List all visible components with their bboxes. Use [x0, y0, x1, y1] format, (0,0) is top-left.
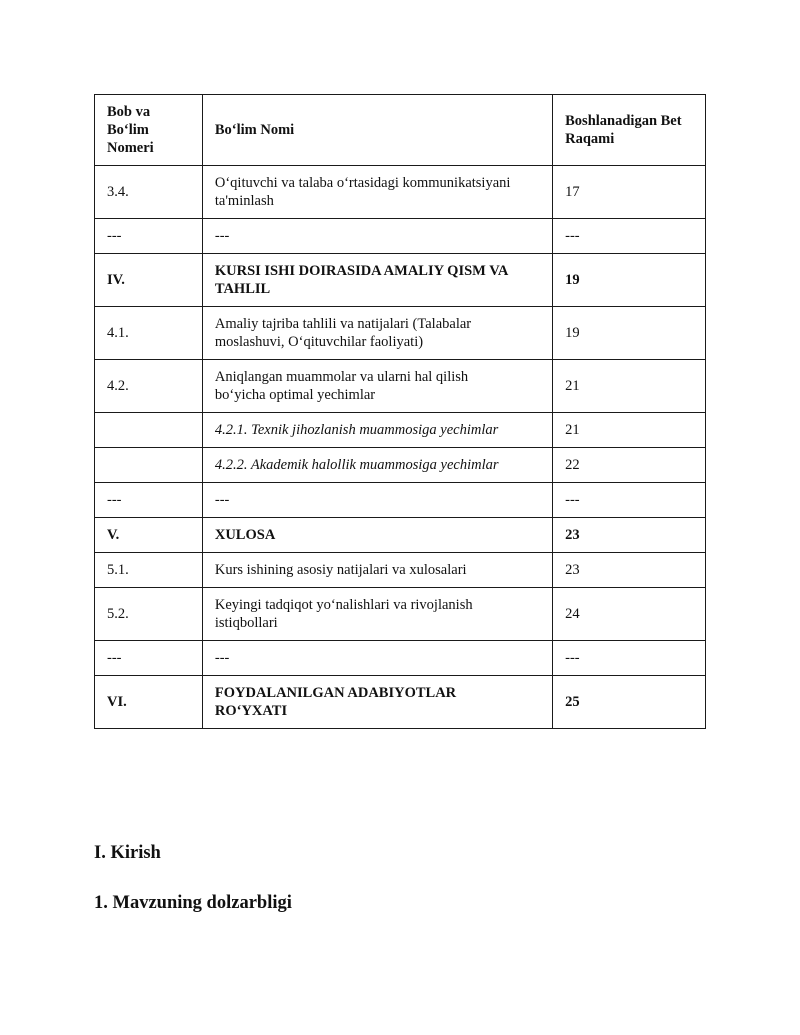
- section-number: 3.4.: [95, 166, 203, 219]
- section-name: [202, 448, 552, 483]
- table-row: [95, 166, 706, 219]
- table-row: [95, 448, 706, 483]
- section-number: 5.2.: [95, 588, 203, 641]
- section-name: [202, 413, 552, 448]
- header-page: Boshlanadigan Bet Raqami: [553, 95, 706, 166]
- section-number: 4.2.: [95, 360, 203, 413]
- table-row: [95, 641, 706, 676]
- section-name-line: Kurs ishining asosiy natijalari va xulosalari: [214, 562, 467, 578]
- section-page: 19: [553, 307, 706, 360]
- section-name-line: KURSI ISHI DOIRASIDA AMALIY QISM VA: [214, 263, 509, 279]
- section-page: 21: [553, 360, 706, 413]
- table-row: [95, 307, 706, 360]
- section-page: ---: [553, 483, 706, 518]
- section-name-line: Keyingi tadqiqot yo‘nalishlari va rivojlanish: [214, 597, 473, 613]
- table-row: [95, 483, 706, 518]
- section-name: [202, 518, 552, 553]
- section-number: IV.: [95, 254, 203, 307]
- section-page: 25: [553, 676, 706, 729]
- table-row: [95, 254, 706, 307]
- section-name: [202, 166, 552, 219]
- table-row: [95, 219, 706, 254]
- section-name-line: FOYDALANILGAN ADABIYOTLAR: [214, 685, 457, 701]
- header-name: Bo‘lim Nomi: [202, 95, 552, 166]
- table-row: [95, 518, 706, 553]
- section-name-line: Amaliy tajriba tahlili va natijalari (Talabalar: [214, 316, 472, 332]
- table-row: [95, 676, 706, 729]
- table-header-row: [95, 95, 706, 166]
- section-name: [202, 483, 552, 518]
- section-page: 23: [553, 553, 706, 588]
- section-name: [202, 641, 552, 676]
- table-row: [95, 588, 706, 641]
- section-name: [202, 588, 552, 641]
- heading-mavzu-dolzarbligi: 1. Mavzuning dolzarbligi: [94, 893, 292, 913]
- section-name-line: ta'minlash: [214, 193, 274, 209]
- section-page: ---: [553, 641, 706, 676]
- section-name-line: O‘qituvchi va talaba o‘rtasidagi kommunikatsiyani: [214, 175, 511, 191]
- heading-kirish: I. Kirish: [94, 843, 161, 863]
- section-name: [202, 254, 552, 307]
- section-name: [202, 307, 552, 360]
- section-name-line: 4.2.1. Texnik jihozlanish muammosiga yechimlar: [214, 422, 499, 438]
- table-row: [95, 360, 706, 413]
- section-name-line: RO‘YXATI: [214, 703, 288, 719]
- section-name: [202, 219, 552, 254]
- section-number: ---: [95, 483, 203, 518]
- section-name-line: XULOSA: [214, 527, 276, 543]
- section-name-line: istiqbollari: [214, 615, 278, 631]
- section-number: 4.1.: [95, 307, 203, 360]
- section-page: ---: [553, 219, 706, 254]
- section-name-line: ---: [214, 650, 230, 666]
- section-name: [202, 676, 552, 729]
- table-row: [95, 553, 706, 588]
- section-page: 23: [553, 518, 706, 553]
- section-number: ---: [95, 219, 203, 254]
- section-number: ---: [95, 641, 203, 676]
- section-page: 19: [553, 254, 706, 307]
- section-name-line: moslashuvi, O‘qituvchilar faoliyati): [214, 334, 424, 350]
- table-row: [95, 413, 706, 448]
- section-number: VI.: [95, 676, 203, 729]
- section-page: 24: [553, 588, 706, 641]
- table-of-contents: [94, 94, 706, 729]
- section-name-line: bo‘yicha optimal yechimlar: [214, 387, 376, 403]
- section-number: V.: [95, 518, 203, 553]
- section-name-line: ---: [214, 492, 230, 508]
- section-page: 17: [553, 166, 706, 219]
- section-name-line: ---: [214, 228, 230, 244]
- section-page: 21: [553, 413, 706, 448]
- section-name: [202, 553, 552, 588]
- section-number: [95, 413, 203, 448]
- section-page: 22: [553, 448, 706, 483]
- header-number: Bob va Bo‘lim Nomeri: [95, 95, 203, 166]
- section-name-line: TAHLIL: [214, 281, 271, 297]
- section-name-line: 4.2.2. Akademik halollik muammosiga yechimlar: [214, 457, 499, 473]
- section-number: 5.1.: [95, 553, 203, 588]
- section-number: [95, 448, 203, 483]
- section-name-line: Aniqlangan muammolar va ularni hal qilish: [214, 369, 469, 385]
- section-name: [202, 360, 552, 413]
